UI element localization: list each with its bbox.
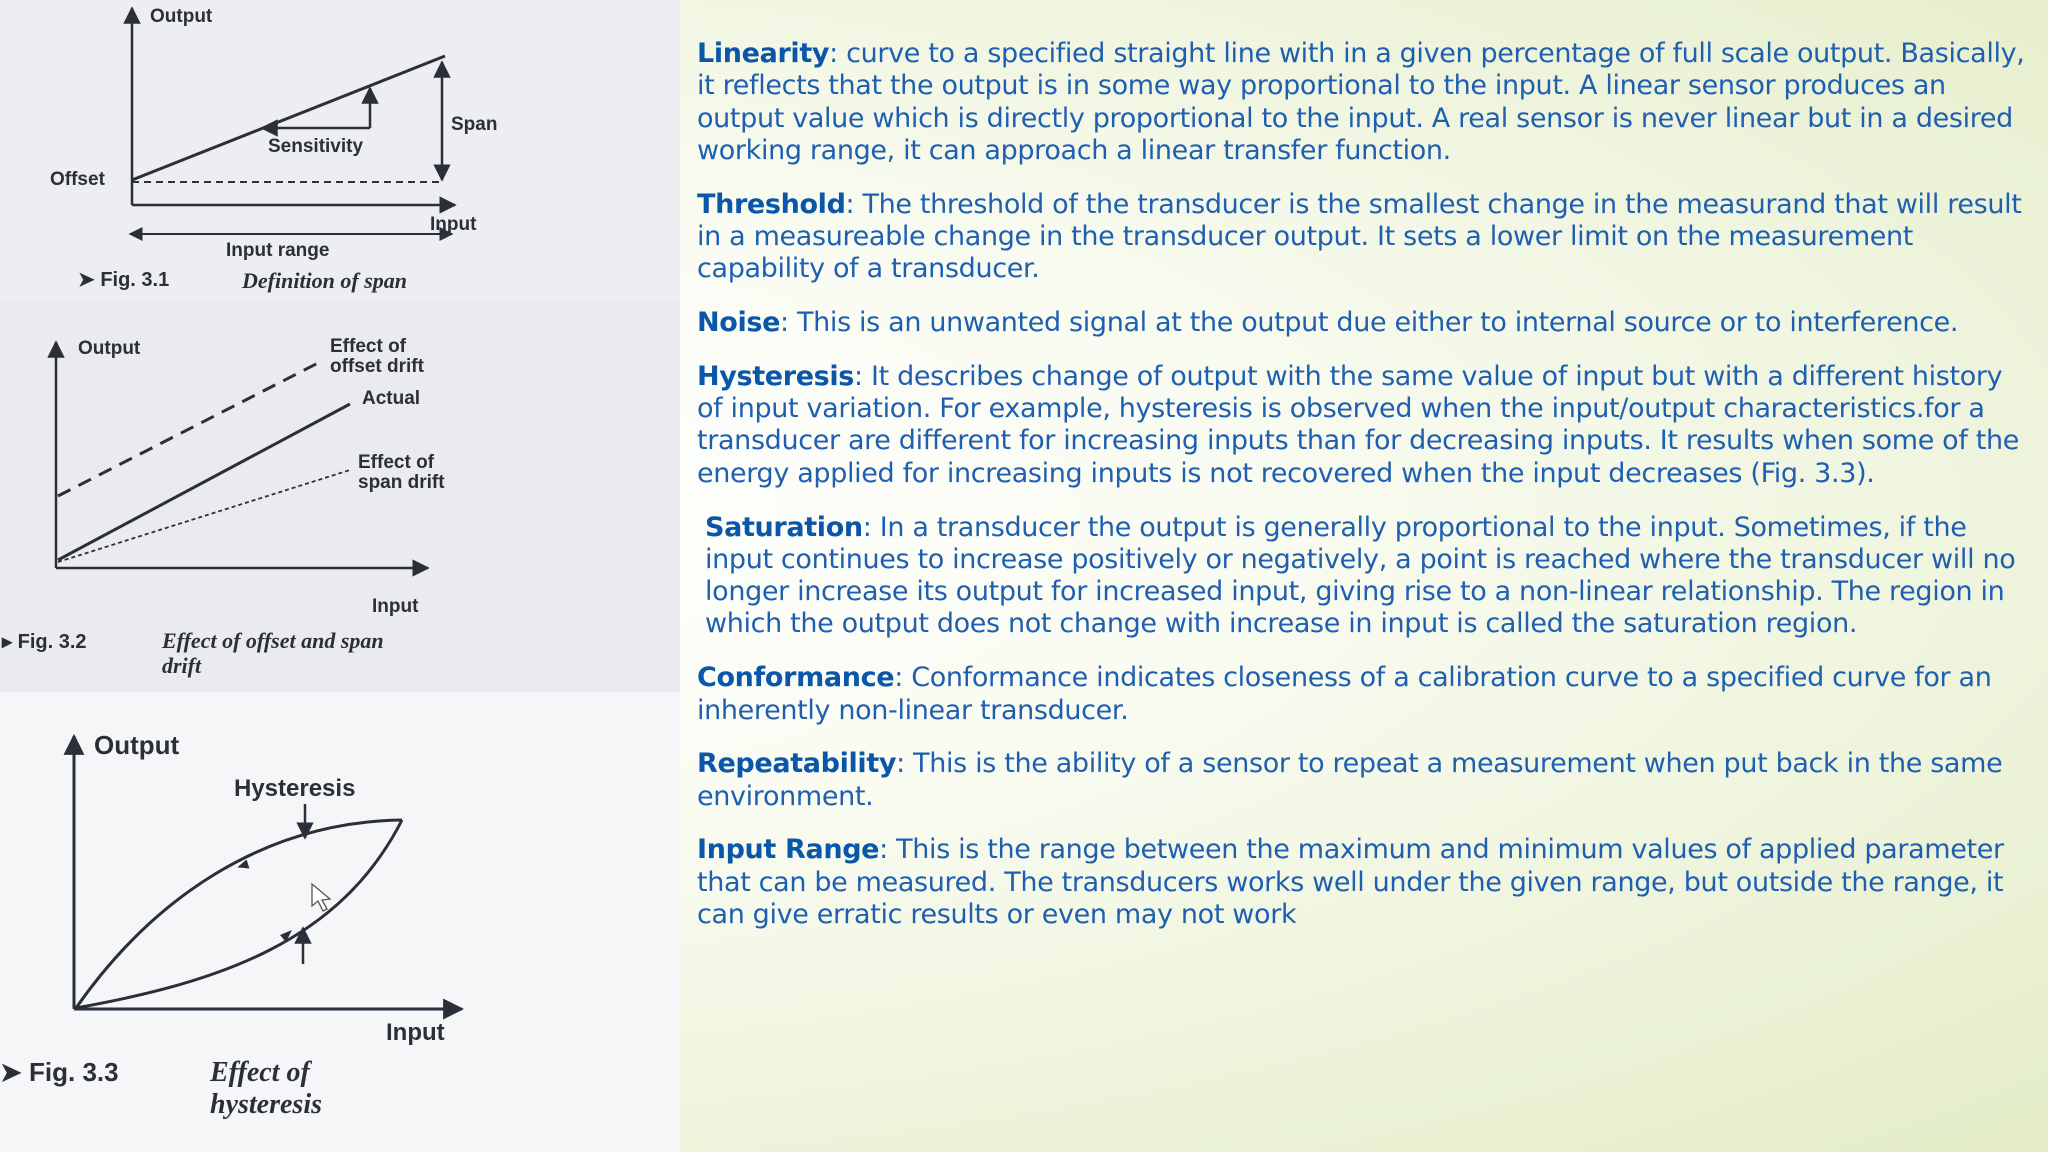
definition-repeatability: : This is the ability of a sensor to repeat a measurement when put back in the same environment. bbox=[697, 748, 2003, 812]
fig2-caption-number: ▸ Fig. 3.2 bbox=[2, 631, 87, 653]
fig3-caption-text-1: Effect of bbox=[210, 1057, 310, 1088]
paragraph-threshold bbox=[697, 189, 2027, 286]
figure-definition-of-span bbox=[0, 0, 680, 300]
paragraph-repeatability bbox=[697, 748, 2027, 813]
definition-input-range: : This is the range between the maximum and minimum values of applied parameter that can be measured. The transducers works well under the given range, but outside the range, it can give erratic results or even may not work bbox=[697, 834, 2004, 931]
term-threshold: Threshold bbox=[697, 188, 846, 220]
definition-conformance: : Conformance indicates closeness of a calibration curve to a specified curve for an inherently non-linear transducer. bbox=[697, 662, 1992, 726]
fig2-span-drift-label-2: span drift bbox=[358, 472, 445, 493]
fig1-output-label: Output bbox=[150, 6, 213, 27]
paragraph-noise bbox=[697, 307, 2027, 339]
definition-linearity: : curve to a specified straight line with in a given percentage of full scale output. Basically, it reflects that the output is in some way proportional to the input. A linear sensor produces an output value which is directly proportional to the input. A real sensor is never linear but in a desired working range, it can approach a linear transfer function. bbox=[697, 38, 2025, 166]
paragraph-conformance bbox=[697, 662, 2027, 727]
fig2-offset-drift-label-2: offset drift bbox=[330, 356, 424, 377]
fig1-offset-label: Offset bbox=[50, 169, 105, 190]
hysteresis-diagram bbox=[0, 692, 680, 1152]
offset-drift-line bbox=[58, 362, 320, 496]
figure-hysteresis bbox=[0, 692, 680, 1152]
fig2-output-label: Output bbox=[78, 338, 141, 359]
paragraph-input-range bbox=[697, 834, 2027, 931]
fig3-input-label: Input bbox=[386, 1019, 445, 1046]
definition-saturation: : In a transducer the output is generally proportional to the input. Sometimes, if the input continues to increase positively or negatively, a point is reached where the transducer will no longer increase its output for increased input, giving rise to a non-linear relationship. The region in which the output does not change with increase in input is called the saturation region. bbox=[705, 511, 2016, 640]
transfer-line bbox=[132, 56, 445, 180]
fig2-input-label: Input bbox=[372, 596, 419, 617]
paragraph-saturation bbox=[697, 512, 2027, 641]
fig1-sensitivity-label: Sensitivity bbox=[268, 136, 364, 157]
term-hysteresis: Hysteresis bbox=[697, 360, 855, 392]
fig2-span-drift-label-1: Effect of bbox=[358, 452, 434, 473]
figure-offset-span-drift bbox=[0, 300, 680, 693]
fig1-caption-text: Definition of span bbox=[242, 268, 408, 293]
decreasing-branch bbox=[76, 820, 402, 1008]
fig3-output-label: Output bbox=[94, 730, 180, 760]
term-linearity: Linearity bbox=[697, 38, 830, 69]
definition-threshold: : The threshold of the transducer is the smallest change in the measurand that will result in a measureable change in the transducer output. It sets a lower limit on the measurement capability of a transducer. bbox=[697, 188, 2022, 285]
paragraph-linearity bbox=[697, 38, 2027, 167]
fig1-span-label: Span bbox=[451, 114, 498, 135]
term-input-range: Input Range bbox=[697, 834, 880, 866]
span-drift-line bbox=[58, 470, 350, 562]
drift-diagram bbox=[0, 300, 680, 692]
fig2-actual-label: Actual bbox=[362, 388, 421, 409]
fig2-caption-text-2: drift bbox=[162, 653, 202, 678]
definition-noise: : This is an unwanted signal at the output due either to internal source or to interference. bbox=[780, 307, 1959, 339]
fig2-offset-drift-label-1: Effect of bbox=[330, 336, 406, 357]
paragraph-hysteresis bbox=[697, 361, 2027, 490]
span-diagram bbox=[0, 0, 680, 300]
fig3-caption-text-2: hysteresis bbox=[210, 1089, 322, 1120]
fig2-caption-text-1: Effect of offset and span bbox=[162, 628, 384, 653]
fig1-caption-number: ➤ Fig. 3.1 bbox=[78, 269, 170, 291]
term-saturation: Saturation bbox=[705, 511, 863, 543]
definition-hysteresis: : It describes change of output with the same value of input but with a different history of input variation. For example, hysteresis is observed when the input/output characteristics.for a transducer are different for increasing inputs than for decreasing inputs. It results when some of the energy applied for increasing inputs is not recovered when the input decreases (Fig. 3.3). bbox=[697, 360, 2020, 489]
mouse-pointer-icon bbox=[312, 884, 330, 911]
fig3-hysteresis-label: Hysteresis bbox=[234, 775, 356, 802]
fig1-input-label: Input bbox=[430, 214, 477, 235]
increasing-branch bbox=[76, 820, 402, 1008]
fig3-caption-number: ➤ Fig. 3.3 bbox=[0, 1057, 119, 1087]
term-noise: Noise bbox=[697, 307, 781, 339]
term-repeatability: Repeatability bbox=[697, 748, 897, 780]
term-conformance: Conformance bbox=[697, 662, 895, 694]
fig1-input-range-label: Input range bbox=[226, 240, 330, 261]
definitions-text bbox=[697, 38, 2027, 953]
actual-line bbox=[58, 404, 350, 560]
figures-panel bbox=[0, 0, 680, 1152]
